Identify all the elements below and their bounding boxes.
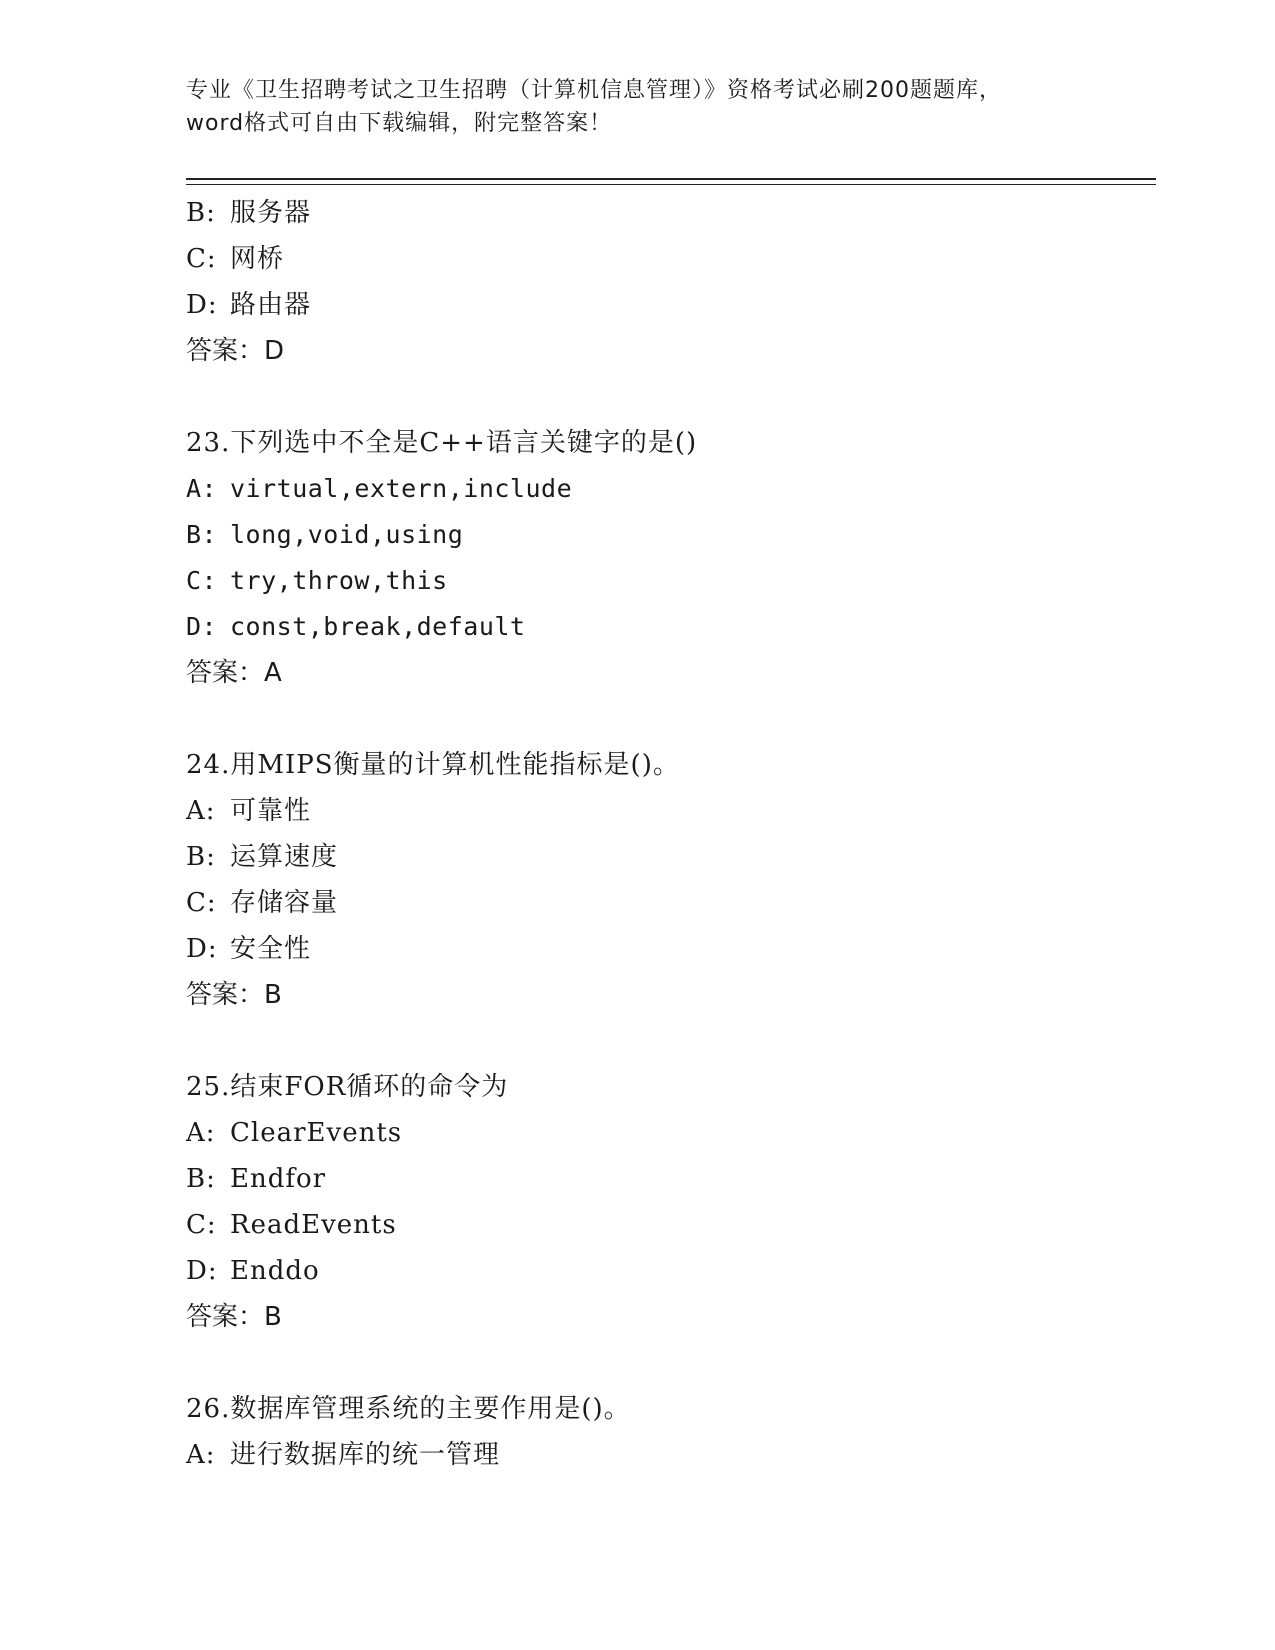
option-text: virtual,extern,include [230, 474, 573, 503]
spacer [186, 696, 1146, 742]
option-c [186, 1202, 1146, 1248]
option-a [186, 466, 1146, 512]
option-key: C: [186, 566, 218, 595]
option-key: C: [186, 1210, 217, 1240]
question-stem: 26.数据库管理系统的主要作用是()。 [186, 1394, 631, 1424]
option-text: try,throw,this [230, 566, 448, 595]
option-key: D: [186, 290, 218, 320]
option-text: 进行数据库的统一管理 [230, 1440, 501, 1470]
option-d [186, 282, 1146, 328]
question-list [186, 190, 1146, 1478]
question-block-25 [186, 1064, 1146, 1340]
question-block-23 [186, 420, 1146, 696]
question-stem: 25.结束FOR循环的命令为 [186, 1072, 509, 1102]
option-text: Endfor [230, 1164, 327, 1194]
option-b [186, 190, 1146, 236]
option-text: 路由器 [230, 290, 312, 320]
option-key: B: [186, 842, 216, 872]
option-c [186, 236, 1146, 282]
option-b [186, 512, 1146, 558]
header-divider-thick [186, 178, 1156, 180]
question-block-22-continued [186, 190, 1146, 374]
option-text: long,void,using [230, 520, 464, 549]
question-block-26 [186, 1386, 1146, 1478]
option-key: D: [186, 934, 218, 964]
option-key: C: [186, 888, 217, 918]
header-line-1: 专业《卫生招聘考试之卫生招聘（计算机信息管理）》资格考试必刷200题题库， [186, 78, 1002, 103]
answer-label: 答案：D [186, 336, 285, 366]
option-c [186, 880, 1146, 926]
option-key: B: [186, 1164, 216, 1194]
option-text: 存储容量 [230, 888, 339, 918]
option-text: 运算速度 [230, 842, 339, 872]
option-d [186, 604, 1146, 650]
option-text: 服务器 [230, 198, 312, 228]
option-b [186, 834, 1146, 880]
option-text: 安全性 [230, 934, 312, 964]
option-d [186, 926, 1146, 972]
option-key: A: [186, 796, 216, 826]
option-a [186, 1432, 1146, 1478]
option-d [186, 1248, 1146, 1294]
option-text: 网桥 [230, 244, 285, 274]
question-stem: 23.下列选中不全是C++语言关键字的是() [186, 428, 698, 458]
spacer [186, 1018, 1146, 1064]
spacer [186, 1340, 1146, 1386]
spacer [186, 374, 1146, 420]
option-text: 可靠性 [230, 796, 312, 826]
option-key: B: [186, 198, 216, 228]
question-stem: 24.用MIPS衡量的计算机性能指标是()。 [186, 750, 680, 780]
option-a [186, 1110, 1146, 1156]
option-text: const,break,default [230, 612, 526, 641]
option-key: A: [186, 1440, 216, 1470]
answer-label: 答案：A [186, 658, 282, 688]
question-block-24 [186, 742, 1146, 1018]
header-line-2: word格式可自由下载编辑，附完整答案！ [186, 111, 613, 136]
header-divider-thin [186, 184, 1156, 185]
option-key: A: [186, 1118, 216, 1148]
option-key: A: [186, 474, 218, 503]
option-text: Enddo [230, 1256, 320, 1286]
answer-label: 答案：B [186, 980, 282, 1010]
option-b [186, 1156, 1146, 1202]
answer-label: 答案：B [186, 1302, 282, 1332]
option-key: D: [186, 612, 218, 641]
document-header [186, 74, 1086, 140]
option-a [186, 788, 1146, 834]
option-text: ClearEvents [230, 1118, 403, 1148]
option-key: D: [186, 1256, 218, 1286]
option-key: C: [186, 244, 217, 274]
option-text: ReadEvents [230, 1210, 397, 1240]
option-key: B: [186, 520, 218, 549]
option-c [186, 558, 1146, 604]
